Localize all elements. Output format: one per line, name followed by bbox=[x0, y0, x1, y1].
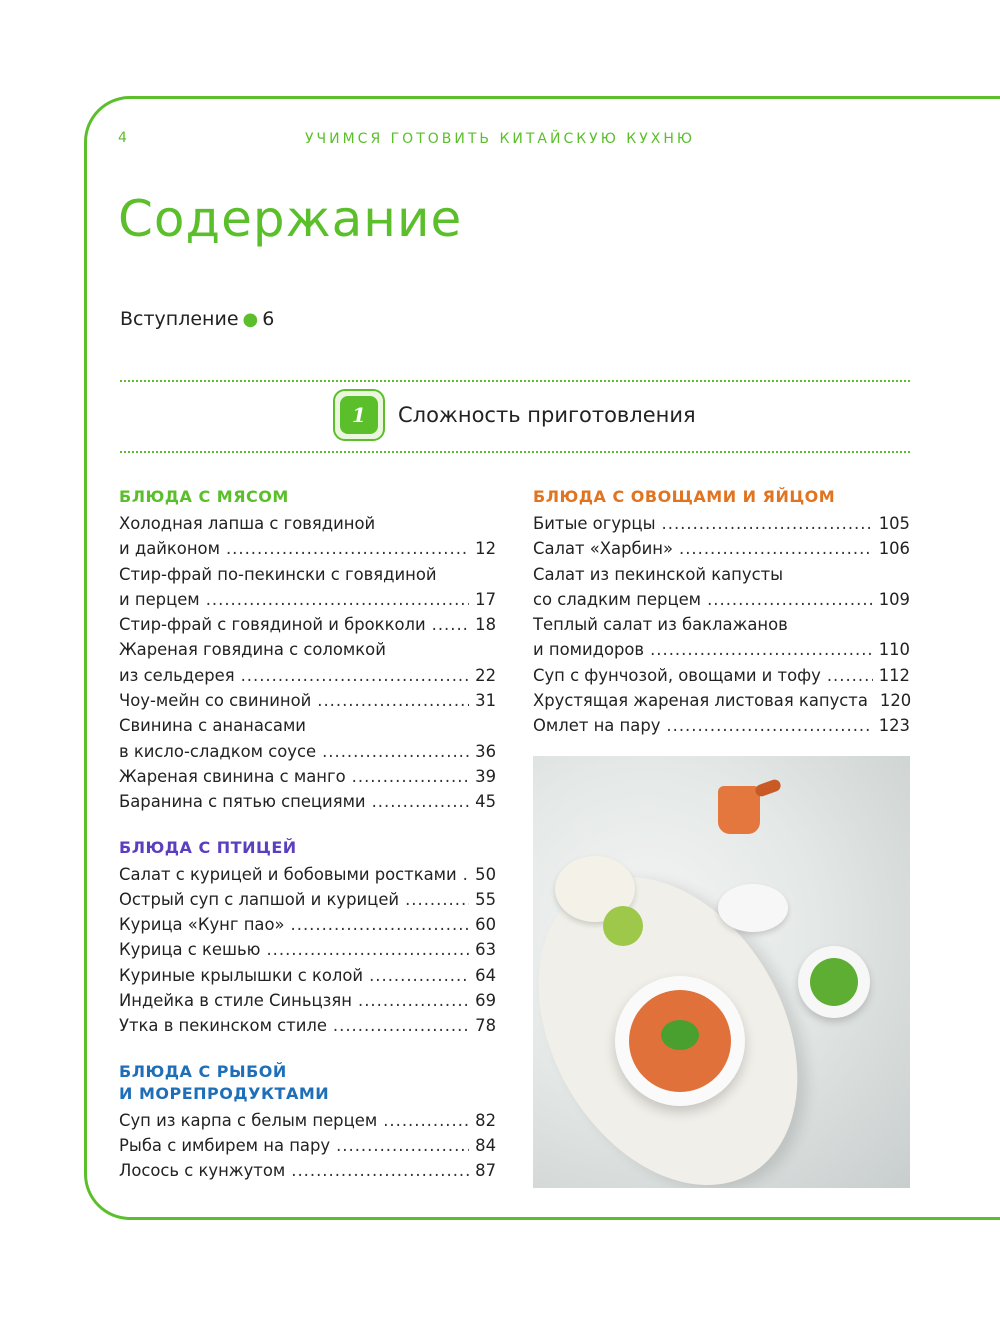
section-heading: БЛЮДА С ОВОЩАМИ И ЯЙЦОМ bbox=[533, 487, 836, 506]
entry-page-number: 87 bbox=[475, 1161, 496, 1181]
entry-title: Стир-фрай с говядиной и брокколи bbox=[119, 615, 426, 635]
toc-entry[interactable] bbox=[119, 688, 496, 713]
entry-page-number: 82 bbox=[475, 1110, 496, 1130]
dot-leader bbox=[679, 536, 873, 561]
dish-photo bbox=[533, 756, 910, 1188]
toc-entry-line bbox=[533, 713, 910, 738]
entry-title: Битые огурцы bbox=[533, 514, 656, 533]
bullet-icon: ● bbox=[242, 309, 259, 330]
toc-entry-line bbox=[119, 739, 496, 764]
toc-entry[interactable] bbox=[119, 1108, 496, 1133]
section-fish bbox=[119, 1061, 496, 1184]
entry-title: Салат «Харбин» bbox=[533, 539, 673, 559]
entry-page-number: 36 bbox=[475, 741, 496, 761]
scallion-bowl-image bbox=[798, 946, 870, 1018]
toc-entry-line bbox=[533, 688, 910, 713]
dot-leader bbox=[383, 1108, 469, 1133]
entry-page-number: 39 bbox=[475, 766, 496, 786]
toc-left-column bbox=[119, 486, 496, 1206]
toc-entry[interactable] bbox=[533, 612, 910, 663]
section-heading: БЛЮДА С МЯСОМ bbox=[119, 487, 289, 506]
entry-page-number: 78 bbox=[475, 1016, 496, 1036]
toc-entry-line bbox=[119, 637, 496, 662]
spoon-image bbox=[718, 884, 788, 932]
entry-title: из сельдерея bbox=[119, 665, 235, 685]
toc-entry-line bbox=[533, 612, 910, 637]
section-meat bbox=[119, 486, 496, 815]
dot-leader bbox=[432, 612, 470, 637]
entry-title: Стир-фрай по-пекински с говядиной bbox=[119, 564, 437, 584]
toc-entry-line bbox=[119, 612, 496, 637]
difficulty-label: Сложность приготовления bbox=[398, 403, 696, 427]
entry-list bbox=[119, 862, 496, 1039]
toc-entry-line bbox=[119, 862, 496, 887]
entry-title: со сладким перцем bbox=[533, 589, 702, 609]
toc-entry[interactable] bbox=[119, 713, 496, 764]
dot-leader bbox=[226, 536, 469, 561]
toc-entry[interactable] bbox=[119, 612, 496, 637]
entry-page-number: 110 bbox=[878, 640, 910, 660]
entry-page-number: 22 bbox=[475, 665, 496, 685]
toc-entry-line bbox=[119, 912, 496, 937]
entry-list bbox=[533, 511, 910, 739]
toc-entry-line bbox=[533, 536, 910, 561]
running-title: УЧИМСЯ ГОТОВИТЬ КИТАЙСКУЮ КУХНЮ bbox=[305, 131, 695, 147]
toc-entry-line bbox=[119, 663, 496, 688]
page-title: Содержание bbox=[118, 190, 463, 248]
entry-title: Суп из карпа с белым перцем bbox=[119, 1110, 378, 1130]
toc-entry-line bbox=[119, 536, 496, 561]
section-heading: И МОРЕПРОДУКТАМИ bbox=[119, 1083, 330, 1103]
entry-page-number: 105 bbox=[878, 514, 910, 533]
entry-title: Жареная говядина с соломкой bbox=[119, 640, 386, 660]
badge-number: 1 bbox=[352, 403, 366, 427]
entry-title: Куриные крылышки с колой bbox=[119, 965, 364, 985]
toc-entry[interactable] bbox=[119, 963, 496, 988]
dot-leader bbox=[333, 1013, 469, 1038]
toc-entry[interactable] bbox=[533, 688, 910, 713]
entry-page-number: 60 bbox=[475, 915, 496, 935]
entry-title: Курица с кешью bbox=[119, 940, 261, 960]
toc-entry[interactable] bbox=[533, 713, 910, 738]
cup-handle-image bbox=[754, 778, 783, 798]
dot-leader bbox=[206, 587, 469, 612]
entry-page-number: 69 bbox=[475, 991, 496, 1011]
entry-title: Острый суп с лапшой и курицей bbox=[119, 889, 400, 909]
entry-page-number: 84 bbox=[475, 1135, 496, 1155]
dot-leader bbox=[372, 789, 470, 814]
toc-entry[interactable] bbox=[533, 511, 910, 536]
toc-entry[interactable] bbox=[119, 562, 496, 613]
entry-title: Хрустящая жареная листовая капуста bbox=[533, 691, 868, 711]
entry-page-number: 120 bbox=[879, 691, 912, 711]
entry-title: Баранина с пятью специями bbox=[119, 792, 366, 812]
dot-leader bbox=[405, 887, 469, 912]
entry-page-number: 45 bbox=[475, 792, 496, 812]
dot-leader bbox=[317, 688, 469, 713]
entry-list bbox=[119, 1108, 496, 1184]
toc-entry[interactable] bbox=[533, 562, 910, 613]
entry-page-number: 64 bbox=[475, 965, 496, 985]
dot-leader bbox=[358, 988, 469, 1013]
section-heading: БЛЮДА С РЫБОЙ bbox=[119, 1061, 287, 1081]
dot-leader bbox=[322, 739, 469, 764]
toc-entry[interactable] bbox=[119, 1158, 496, 1183]
toc-entry-line bbox=[119, 1158, 496, 1183]
entry-title: Салат из пекинской капусты bbox=[533, 564, 784, 584]
entry-title: Свинина с ананасами bbox=[119, 716, 306, 736]
toc-entry[interactable] bbox=[119, 1013, 496, 1038]
toc-entry-line bbox=[119, 587, 496, 612]
section-heading: БЛЮДА С ПТИЦЕЙ bbox=[119, 837, 297, 857]
lettuce-image bbox=[603, 906, 643, 946]
entry-page-number: 106 bbox=[878, 539, 910, 559]
page-number: 4 bbox=[118, 130, 127, 146]
section-veg bbox=[533, 486, 910, 739]
intro-page: 6 bbox=[262, 308, 275, 330]
toc-entry-line bbox=[119, 1108, 496, 1133]
toc-entry-line bbox=[119, 1133, 496, 1158]
toc-entry[interactable] bbox=[533, 536, 910, 561]
entry-title: и помидоров bbox=[533, 640, 645, 660]
toc-entry[interactable] bbox=[119, 887, 496, 912]
difficulty-badge-icon bbox=[333, 389, 385, 441]
toc-entry[interactable] bbox=[119, 789, 496, 814]
dot-leader bbox=[241, 663, 470, 688]
dot-leader bbox=[291, 1158, 469, 1183]
dot-leader bbox=[369, 963, 469, 988]
dot-leader bbox=[336, 1133, 469, 1158]
sauce-cup-image bbox=[718, 786, 760, 834]
divider-bottom bbox=[120, 451, 910, 453]
dot-leader bbox=[827, 663, 873, 688]
dot-leader bbox=[291, 912, 470, 937]
entry-page-number: 12 bbox=[475, 539, 496, 559]
toc-entry[interactable] bbox=[119, 764, 496, 789]
section-poultry bbox=[119, 837, 496, 1039]
entry-page-number: 112 bbox=[878, 665, 910, 685]
toc-entry-line bbox=[119, 789, 496, 814]
entry-title: и перцем bbox=[119, 589, 200, 609]
toc-entry[interactable] bbox=[119, 862, 496, 887]
toc-entry-line bbox=[119, 963, 496, 988]
entry-page-number: 55 bbox=[475, 889, 496, 909]
toc-entry-line bbox=[119, 988, 496, 1013]
entry-page-number: 31 bbox=[475, 691, 496, 711]
entry-title: Теплый салат из баклажанов bbox=[533, 615, 788, 635]
toc-entry-line bbox=[119, 937, 496, 962]
toc-entry-line bbox=[119, 887, 496, 912]
dot-leader bbox=[666, 713, 872, 738]
toc-entry[interactable] bbox=[119, 912, 496, 937]
entry-page-number: 17 bbox=[475, 589, 496, 609]
dot-leader bbox=[463, 862, 469, 887]
toc-entry[interactable] bbox=[119, 1133, 496, 1158]
entry-page-number: 63 bbox=[475, 940, 496, 960]
toc-entry-line bbox=[119, 713, 496, 738]
entry-title: Утка в пекинском стиле bbox=[119, 1016, 327, 1036]
entry-title: Лосось с кунжутом bbox=[119, 1161, 286, 1181]
dot-leader bbox=[352, 764, 469, 789]
entry-page-number: 109 bbox=[878, 589, 910, 609]
toc-entry-line bbox=[119, 688, 496, 713]
toc-entry-line bbox=[119, 1013, 496, 1038]
entry-title: в кисло-сладком соусе bbox=[119, 741, 317, 761]
toc-entry-line bbox=[533, 663, 910, 688]
entry-title: Холодная лапша с говядиной bbox=[119, 514, 376, 533]
toc-entry[interactable] bbox=[119, 937, 496, 962]
entry-list bbox=[119, 511, 496, 815]
toc-entry[interactable] bbox=[119, 637, 496, 688]
toc-entry[interactable] bbox=[119, 511, 496, 562]
toc-entry[interactable] bbox=[533, 663, 910, 688]
entry-page-number: 18 bbox=[475, 615, 496, 635]
dot-leader bbox=[650, 637, 873, 662]
egg-bowl-image bbox=[615, 976, 745, 1106]
toc-entry-line bbox=[119, 562, 496, 587]
entry-title: и дайконом bbox=[119, 539, 220, 559]
entry-page-number: 123 bbox=[878, 716, 910, 736]
entry-title: Индейка в стиле Синьцзян bbox=[119, 991, 352, 1011]
dot-leader bbox=[662, 511, 873, 536]
toc-entry-line bbox=[119, 511, 496, 536]
toc-entry-line bbox=[533, 587, 910, 612]
entry-title: Салат с курицей и бобовыми ростками bbox=[119, 864, 457, 884]
badge-inner bbox=[340, 396, 378, 434]
entry-page-number: 50 bbox=[475, 864, 496, 884]
toc-entry-line bbox=[119, 764, 496, 789]
steamed-egg-image bbox=[629, 990, 731, 1092]
herbs-image bbox=[661, 1020, 699, 1050]
entry-title: Омлет на пару bbox=[533, 716, 661, 736]
toc-entry-line bbox=[533, 562, 910, 587]
dot-leader bbox=[266, 937, 469, 962]
entry-title: Суп с фунчозой, овощами и тофу bbox=[533, 665, 821, 685]
intro-label: Вступление bbox=[120, 308, 239, 330]
entry-title: Жареная свинина с манго bbox=[119, 766, 346, 786]
dot-leader bbox=[707, 587, 873, 612]
intro-entry[interactable] bbox=[120, 308, 274, 330]
toc-entry-line bbox=[533, 511, 910, 536]
entry-title: Курица «Кунг пао» bbox=[119, 915, 285, 935]
divider-top bbox=[120, 380, 910, 382]
scallions-image bbox=[810, 958, 858, 1006]
entry-title: Рыба с имбирем на пару bbox=[119, 1135, 331, 1155]
toc-right-column bbox=[533, 486, 910, 761]
entry-title: Чоу-мейн со свининой bbox=[119, 691, 312, 711]
toc-entry-line bbox=[533, 637, 910, 662]
toc-entry[interactable] bbox=[119, 988, 496, 1013]
